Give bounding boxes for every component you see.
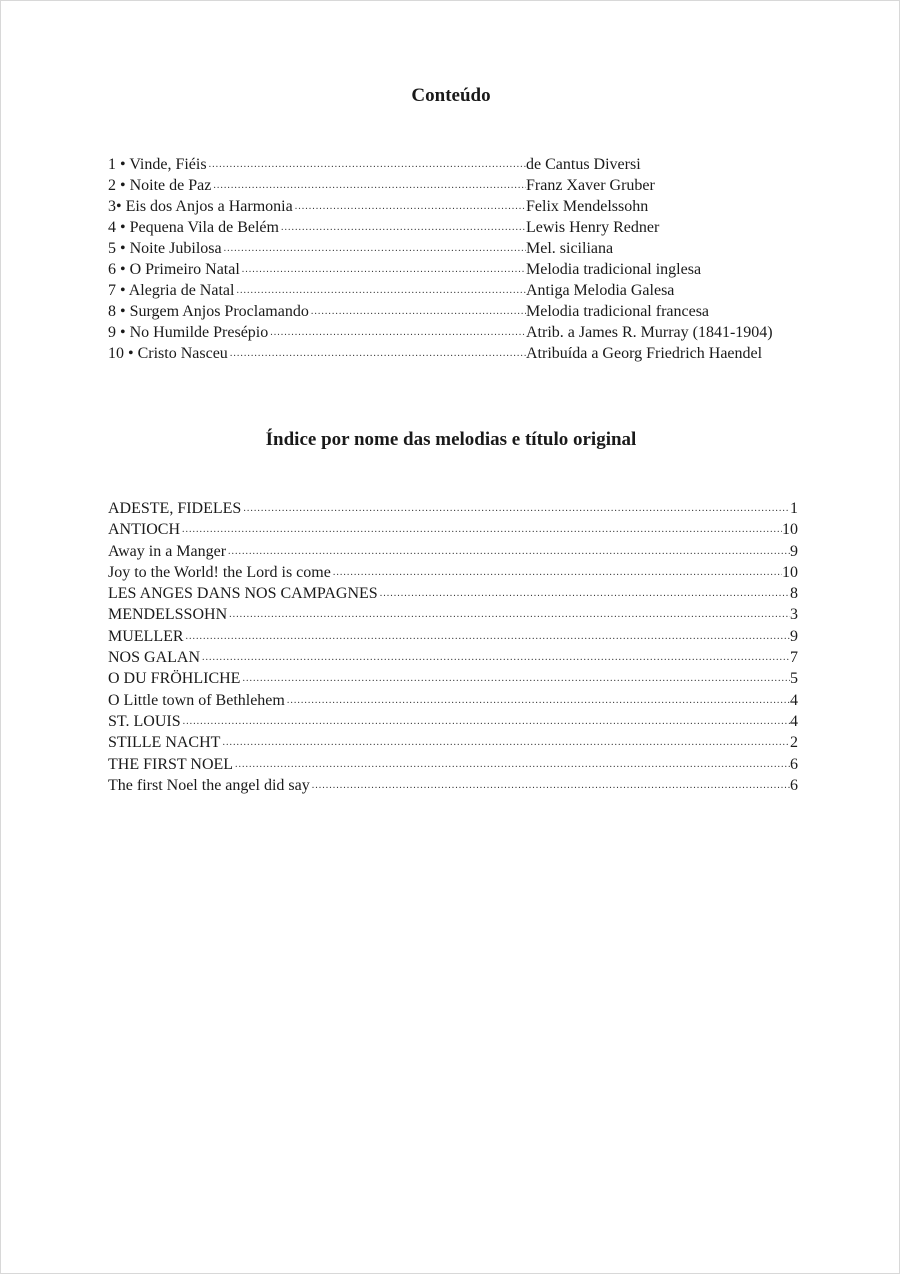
index-item-name: ADESTE, FIDELES bbox=[108, 500, 242, 517]
index-item bbox=[108, 775, 798, 796]
contents-item-title: 5 • Noite Jubilosa bbox=[108, 240, 222, 257]
dot-leader bbox=[378, 583, 790, 604]
dot-leader bbox=[240, 668, 790, 689]
dot-leader bbox=[268, 322, 526, 343]
contents-list bbox=[108, 154, 828, 364]
index-item bbox=[108, 498, 798, 519]
contents-item bbox=[108, 196, 828, 217]
contents-item bbox=[108, 217, 828, 238]
index-item-name: ST. LOUIS bbox=[108, 712, 181, 730]
dot-leader bbox=[220, 732, 790, 753]
dot-leader bbox=[285, 690, 790, 711]
dot-leader bbox=[310, 775, 790, 796]
contents-item-title: 2 • Noite de Paz bbox=[108, 177, 212, 194]
contents-item-title: 1 • Vinde, Fiéis bbox=[108, 156, 207, 173]
contents-item bbox=[108, 238, 828, 259]
contents-item-title: 8 • Surgem Anjos Proclamando bbox=[108, 303, 309, 320]
index-item-page: 9 bbox=[790, 627, 798, 645]
index-item bbox=[108, 647, 798, 668]
contents-item-author: de Cantus Diversi bbox=[526, 156, 641, 173]
dot-leader bbox=[207, 154, 526, 175]
index-item bbox=[108, 562, 798, 583]
index-item-name: LES ANGES DANS NOS CAMPAGNES bbox=[108, 585, 378, 603]
dot-leader bbox=[228, 343, 526, 364]
contents-item-author: Atribuída a Georg Friedrich Haendel bbox=[526, 345, 763, 362]
index-item bbox=[108, 668, 798, 689]
index-item-page: 6 bbox=[790, 776, 798, 794]
contents-item-author: Melodia tradicional francesa bbox=[526, 303, 710, 320]
index-heading: Índice por nome das melodias e título original bbox=[265, 429, 637, 450]
contents-item-author: Atrib. a James R. Murray (1841-1904) bbox=[526, 324, 773, 341]
index-item-name: NOS GALAN bbox=[108, 649, 200, 667]
contents-item-author: Lewis Henry Redner bbox=[526, 219, 660, 236]
contents-item bbox=[108, 280, 828, 301]
dot-leader bbox=[200, 647, 790, 668]
dot-leader bbox=[222, 238, 526, 259]
contents-item bbox=[108, 154, 828, 175]
index-item-page: 4 bbox=[790, 712, 798, 730]
contents-item-author: Franz Xaver Gruber bbox=[526, 177, 655, 194]
contents-item bbox=[108, 301, 828, 322]
dot-leader bbox=[241, 498, 790, 519]
contents-item bbox=[108, 322, 828, 343]
contents-item bbox=[108, 259, 828, 280]
index-item bbox=[108, 754, 798, 775]
index-item bbox=[108, 519, 798, 540]
index-list bbox=[108, 498, 798, 796]
index-item-page: 8 bbox=[790, 585, 798, 603]
dot-leader bbox=[226, 541, 790, 562]
index-item bbox=[108, 690, 798, 711]
contents-item-title: 9 • No Humilde Presépio bbox=[108, 324, 269, 341]
contents-item-title: 10 • Cristo Nasceu bbox=[108, 345, 228, 362]
index-item bbox=[108, 541, 798, 562]
contents-item-author: Felix Mendelssohn bbox=[526, 198, 649, 215]
contents-item-title: 3• Eis dos Anjos a Harmonia bbox=[108, 198, 293, 215]
index-item-page: 6 bbox=[790, 755, 798, 773]
index-item-name: Away in a Manger bbox=[108, 542, 227, 560]
index-item bbox=[108, 711, 798, 732]
index-item-page: 5 bbox=[790, 670, 798, 688]
index-item bbox=[108, 604, 798, 625]
dot-leader bbox=[227, 604, 790, 625]
index-item-page: 2 bbox=[790, 734, 798, 752]
index-item-page: 1 bbox=[790, 500, 798, 517]
contents-item-title: 4 • Pequena Vila de Belém bbox=[108, 219, 279, 236]
index-item-page: 7 bbox=[790, 649, 798, 667]
index-item-name: ANTIOCH bbox=[108, 521, 180, 539]
dot-leader bbox=[184, 626, 790, 647]
contents-item bbox=[108, 175, 828, 196]
contents-heading: Conteúdo bbox=[411, 85, 491, 106]
index-item-name: O DU FRÖHLICHE bbox=[108, 670, 241, 688]
index-item bbox=[108, 626, 798, 647]
index-item-name: Joy to the World! the Lord is come bbox=[108, 563, 331, 581]
dot-leader bbox=[331, 562, 782, 583]
dot-leader bbox=[279, 217, 526, 238]
contents-item-author: Antiga Melodia Galesa bbox=[526, 282, 675, 299]
index-item-name: O Little town of Bethlehem bbox=[108, 691, 285, 709]
dot-leader bbox=[180, 519, 782, 540]
index-item-name: MENDELSSOHN bbox=[108, 606, 228, 624]
contents-item-author: Melodia tradicional inglesa bbox=[526, 261, 702, 278]
index-item-page: 4 bbox=[790, 691, 798, 709]
contents-item-author: Mel. siciliana bbox=[526, 240, 614, 257]
dot-leader bbox=[233, 754, 790, 775]
contents-item-title: 7 • Alegria de Natal bbox=[108, 282, 235, 299]
index-item bbox=[108, 732, 798, 753]
dot-leader bbox=[181, 711, 790, 732]
dot-leader bbox=[211, 175, 526, 196]
dot-leader bbox=[240, 259, 526, 280]
index-item-page: 10 bbox=[782, 521, 798, 539]
index-item-page: 3 bbox=[790, 606, 798, 624]
dot-leader bbox=[309, 301, 526, 322]
dot-leader bbox=[293, 196, 526, 217]
contents-item bbox=[108, 343, 828, 364]
index-item-name: THE FIRST NOEL bbox=[108, 755, 234, 773]
index-item bbox=[108, 583, 798, 604]
index-item-name: The first Noel the angel did say bbox=[108, 776, 310, 794]
index-item-name: STILLE NACHT bbox=[108, 734, 221, 752]
index-item-page: 9 bbox=[790, 542, 798, 560]
index-item-name: MUELLER bbox=[108, 627, 184, 645]
contents-item-title: 6 • O Primeiro Natal bbox=[108, 261, 240, 278]
dot-leader bbox=[234, 280, 526, 301]
index-item-page: 10 bbox=[782, 563, 798, 581]
